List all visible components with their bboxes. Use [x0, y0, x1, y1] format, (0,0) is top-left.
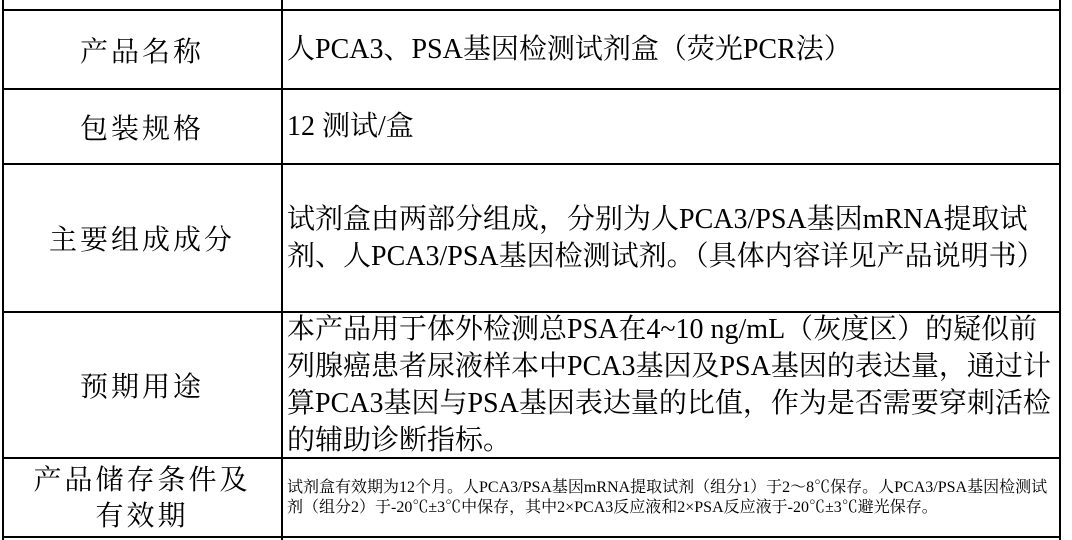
main-components-label: 主要组成成分 [48, 223, 235, 256]
product-name-text: 人PCA3、PSA基因检测试剂盒（荧光PCR法） [287, 34, 852, 65]
storage-label-line1: 产品储存条件及 [33, 462, 251, 496]
storage-label [4, 459, 280, 536]
storage-label-line2: 有效期 [95, 498, 189, 532]
product-name-value [287, 11, 1067, 88]
intended-use-text: 本产品用于体外检测总PSA在4~10 ng/mL（灰度区）的疑似前列腺癌患者尿液样本中PCA3基因及PSA基因的表达量，通过计算PCA3基因与PSA基因表达量的比值，作为是否需要穿刺活检的辅助诊断指标。 [287, 314, 1051, 456]
intended-use-label: 预期用途 [79, 370, 204, 403]
package-spec-value [287, 90, 1067, 163]
table-column-divider [281, 0, 283, 540]
main-components-value [287, 165, 1057, 311]
storage-text: 试剂盒有效期为12个月。人PCA3/PSA基因mRNA提取试剂（组分1）于2～8℃保存。人PCA3/PSA基因检测试剂（组分2）于-20℃±3℃中保存，其中2×PCA3反应液和2×PSA反应液于-20℃±3℃避光保存。 [287, 478, 1048, 516]
package-spec-text: 12 测试/盒 [287, 111, 414, 142]
intended-use-value [287, 313, 1057, 457]
package-spec-label: 包装规格 [79, 111, 204, 145]
main-components-text: 试剂盒由两部分组成，分别为人PCA3/PSA基因mRNA提取试剂、人PCA3/PSA基因检测试剂。（具体内容详见产品说明书） [287, 204, 1045, 272]
storage-value [287, 459, 1057, 536]
product-name-label: 产品名称 [79, 34, 204, 68]
table-row-divider [2, 536, 1061, 538]
